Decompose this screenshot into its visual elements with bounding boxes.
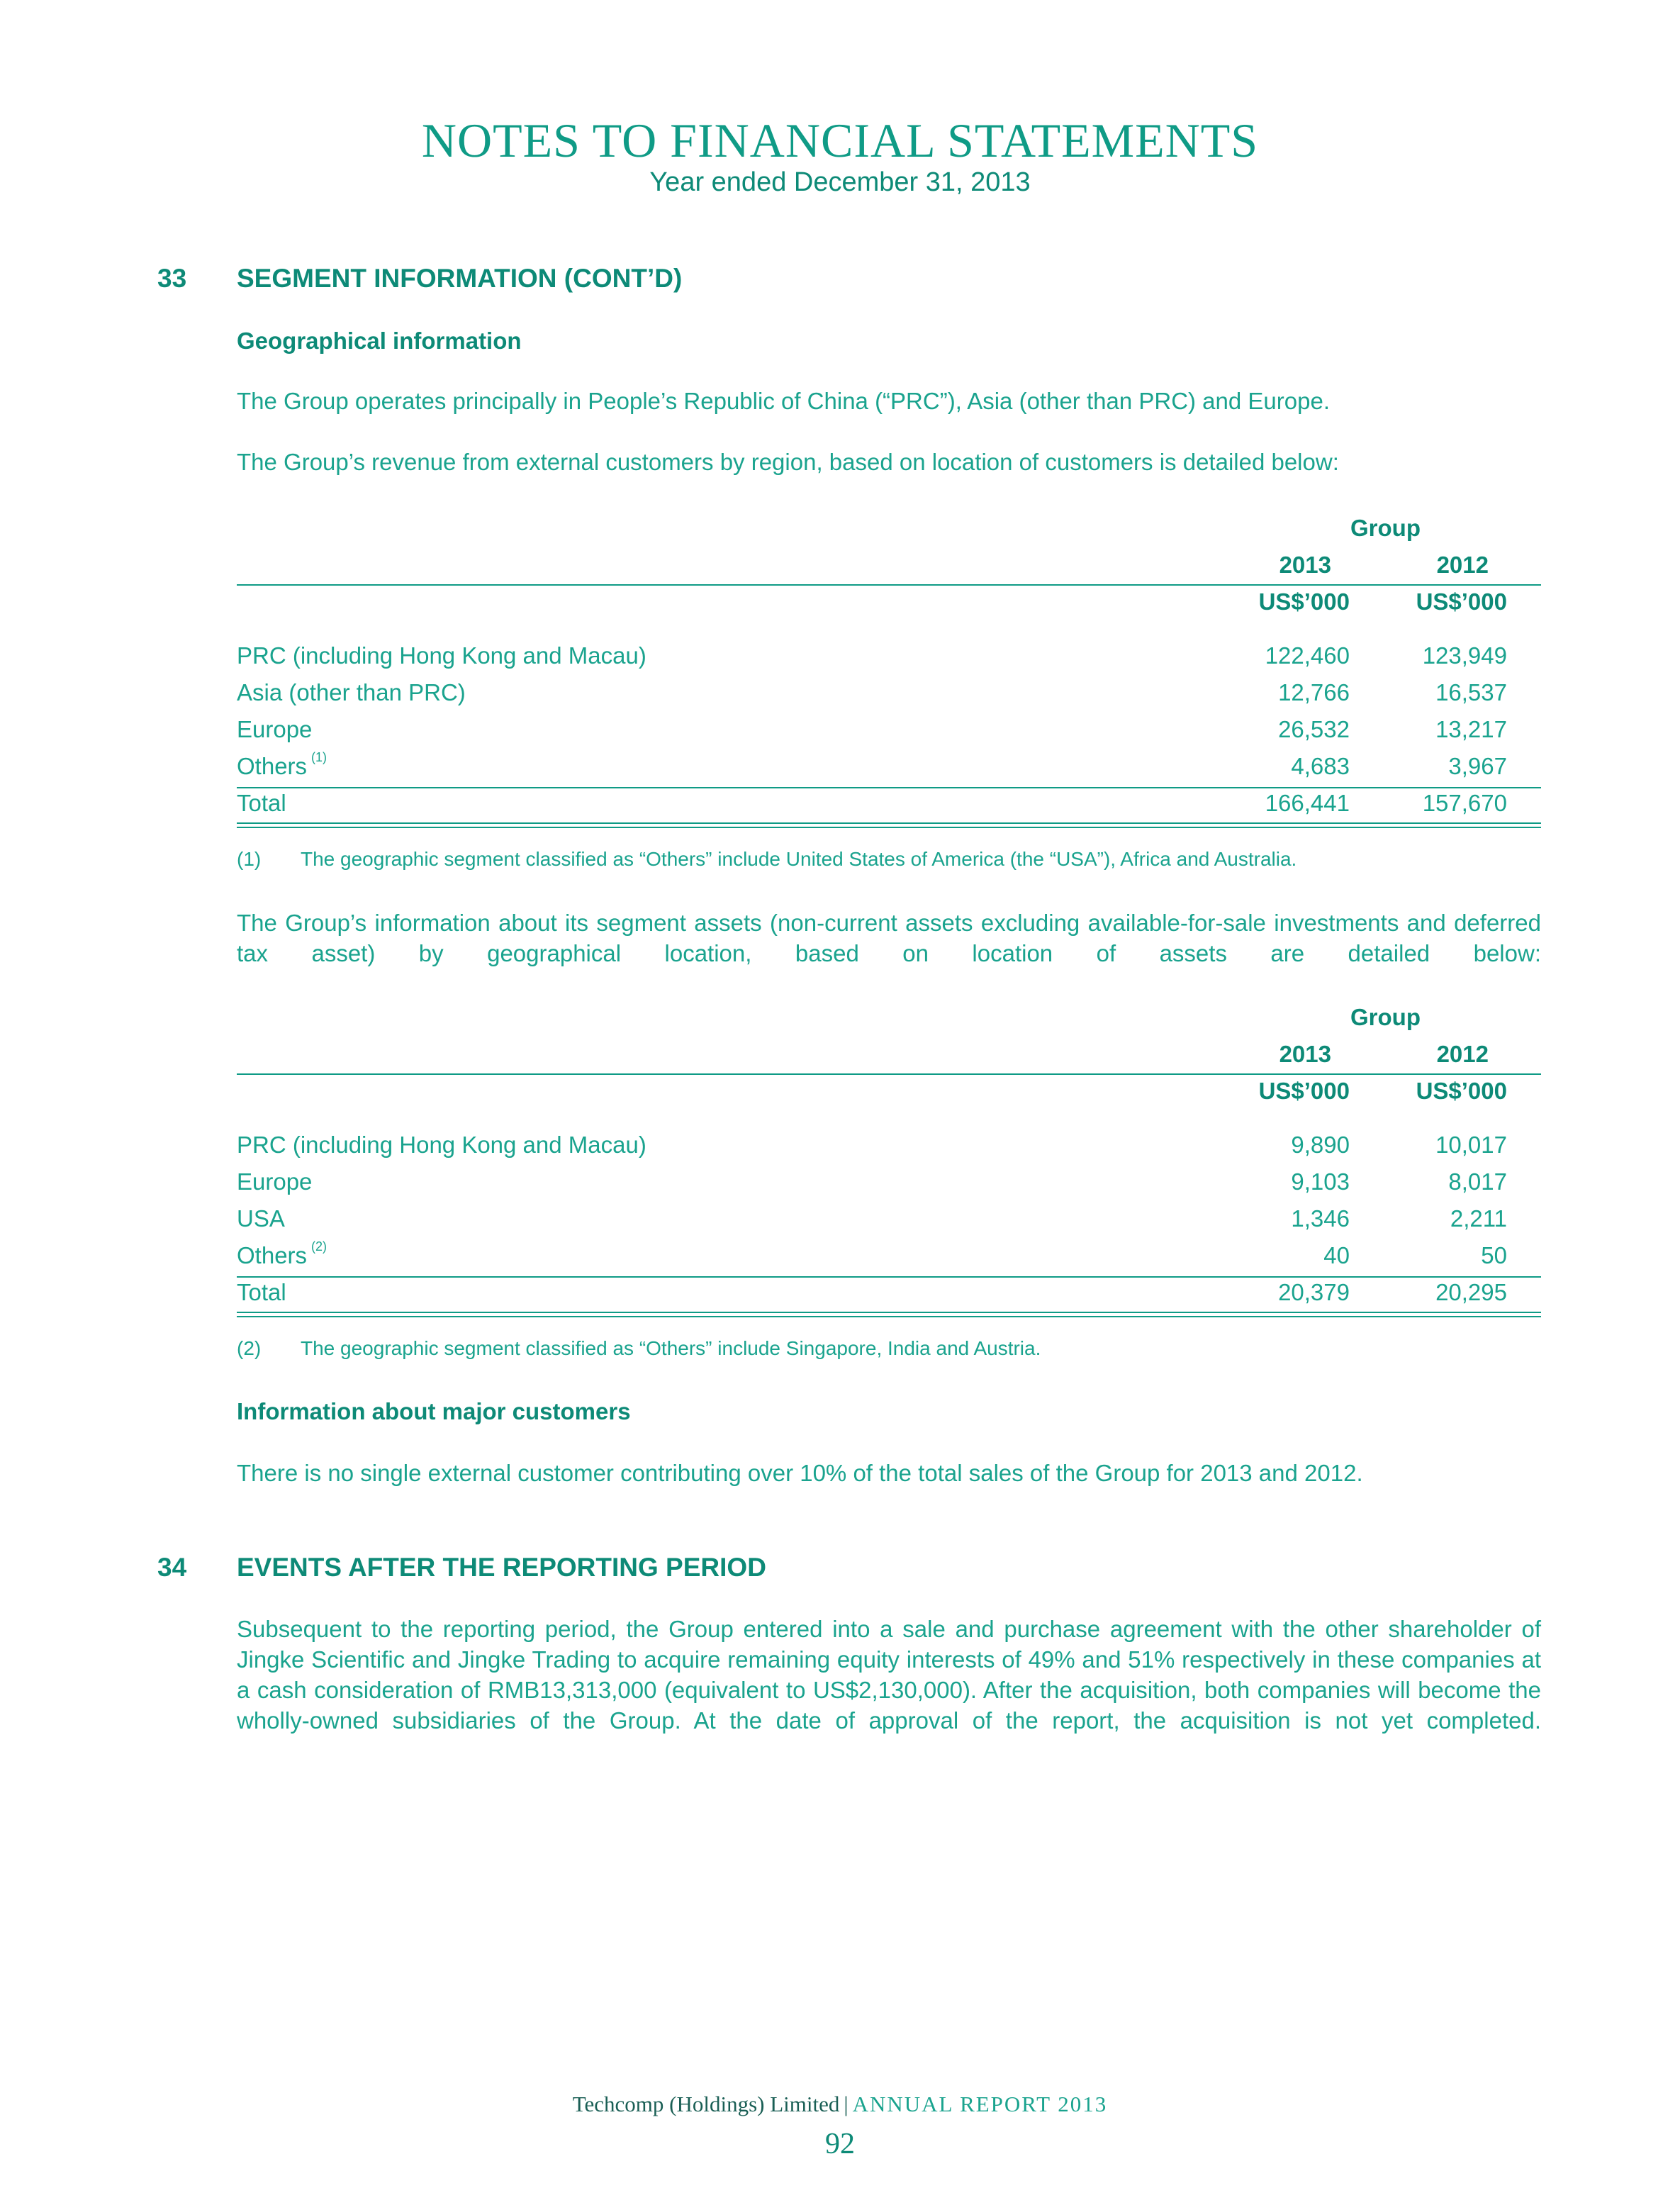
revenue-table: [237, 510, 1541, 822]
assets-table: [237, 1000, 1541, 1312]
revenue-table-year-row: [237, 547, 1541, 584]
footer-report-title: ANNUAL REPORT 2013: [852, 2092, 1108, 2116]
row-value-2013: 26,532: [1278, 716, 1350, 742]
row-value-2013: 4,683: [1291, 753, 1350, 779]
page-number: 92: [825, 2128, 855, 2160]
total-value-2012: 20,295: [1435, 1279, 1507, 1305]
table-row: [237, 749, 1541, 786]
row-value-2013: 9,103: [1291, 1168, 1350, 1195]
row-value-2012: 3,967: [1448, 753, 1507, 779]
row-label: [237, 750, 327, 780]
table-row: [237, 1164, 1541, 1201]
total-value-2012: 157,670: [1422, 790, 1507, 816]
total-label: Total: [237, 790, 286, 816]
assets-table-unit-row: [237, 1073, 1541, 1110]
table-rule: [237, 787, 1541, 788]
revenue-table-unit-row: [237, 584, 1541, 621]
table-total-row: [237, 1275, 1541, 1312]
total-value-2013: 166,441: [1265, 790, 1350, 816]
table-row: [237, 1127, 1541, 1164]
row-label: PRC (including Hong Kong and Macau): [237, 1132, 646, 1158]
row-value-2013: 12,766: [1278, 679, 1350, 705]
total-label: Total: [237, 1279, 286, 1305]
revenue-table-unit-2013: US$’000: [1258, 588, 1350, 615]
revenue-table-unit-2012: US$’000: [1416, 588, 1507, 615]
row-value-2012: 123,949: [1422, 642, 1507, 669]
row-label: PRC (including Hong Kong and Macau): [237, 642, 646, 669]
assets-table-unit-2013: US$’000: [1258, 1078, 1350, 1104]
revenue-table-group-label: Group: [1350, 515, 1421, 541]
assets-table-year-row: [237, 1037, 1541, 1073]
table-double-rule: [237, 822, 1541, 828]
page-title: NOTES TO FINANCIAL STATEMENTS: [421, 113, 1259, 167]
footnote-2-text: The geographic segment classified as “Others” include Singapore, India and Austria.: [301, 1337, 1041, 1359]
table-row: [237, 638, 1541, 675]
assets-table-unit-2012: US$’000: [1416, 1078, 1507, 1104]
assets-paragraph: The Group’s information about its segment assets (non-current assets excluding available-for-sale investments and deferred tax asset) by geographical location, based on location of assets are detailed below:: [237, 910, 1541, 966]
row-value-2012: 8,017: [1448, 1168, 1507, 1195]
footnote-marker: (1): [311, 750, 327, 764]
row-label-text: Others: [237, 1242, 308, 1268]
footnote-1-mark: (1): [237, 848, 262, 870]
table-total-row: [237, 786, 1541, 822]
section-33-number: 33: [157, 264, 187, 293]
revenue-table-year-2013: 2013: [1279, 552, 1331, 578]
section-34-title: EVENTS AFTER THE REPORTING PERIOD: [237, 1553, 766, 1582]
events-paragraph: Subsequent to the reporting period, the Group entered into a sale and purchase agreement with the other shareholder of Jingke Scientific and Jingke Trading to acquire remaining equity interests of 49% and 51% respectively in these companies at a cash consideration of RMB13,313,000 (equivalent to US$2,130,000). After the acquisition, both companies will become the wholly-owned subsidiaries of the Group. At the date of approval of the report, the acquisition is not yet completed.: [237, 1616, 1541, 1734]
table-row: [237, 1201, 1541, 1238]
table-row: [237, 1238, 1541, 1275]
row-label: Europe: [237, 1168, 313, 1195]
total-value-2013: 20,379: [1278, 1279, 1350, 1305]
row-label: Europe: [237, 716, 313, 742]
row-value-2012: 50: [1481, 1242, 1507, 1268]
footer-company: Techcomp (Holdings) Limited: [572, 2092, 840, 2116]
section-33-title: SEGMENT INFORMATION (CONT’D): [237, 264, 683, 293]
page-subtitle: Year ended December 31, 2013: [649, 167, 1031, 197]
table-row: [237, 712, 1541, 749]
geo-paragraph-1: The Group operates principally in People’s Republic of China (“PRC”), Asia (other than PRC) and Europe.: [237, 388, 1330, 414]
assets-table-year-2012: 2012: [1436, 1041, 1489, 1067]
footer: [0, 2092, 1680, 2117]
table-rule: [237, 1073, 1541, 1075]
footer-separator: |: [844, 2092, 849, 2116]
row-label: Asia (other than PRC): [237, 679, 466, 705]
row-value-2012: 2,211: [1450, 1205, 1507, 1232]
row-value-2013: 122,460: [1265, 642, 1350, 669]
row-label: USA: [237, 1205, 285, 1232]
row-label: [237, 1239, 327, 1269]
row-value-2013: 9,890: [1291, 1132, 1350, 1158]
row-value-2012: 16,537: [1435, 679, 1507, 705]
geographical-information-heading: Geographical information: [237, 328, 522, 354]
table-rule: [237, 584, 1541, 586]
major-customers-heading: Information about major customers: [237, 1398, 631, 1424]
revenue-table-group-row: [237, 510, 1541, 547]
geo-paragraph-2: The Group’s revenue from external customers by region, based on location of customers is detailed below:: [237, 449, 1339, 475]
assets-table-group-row: [237, 1000, 1541, 1037]
footnote-1-text: The geographic segment classified as “Others” include United States of America (the “USA”), Africa and Australia.: [301, 848, 1297, 870]
assets-table-group-label: Group: [1350, 1004, 1421, 1030]
table-row: [237, 675, 1541, 712]
table-rule: [237, 1276, 1541, 1278]
section-34-number: 34: [157, 1553, 187, 1582]
assets-table-year-2013: 2013: [1279, 1041, 1331, 1067]
major-customers-paragraph: There is no single external customer contributing over 10% of the total sales of the Group for 2013 and 2012.: [237, 1460, 1363, 1486]
footnote-2-mark: (2): [237, 1337, 262, 1359]
footnote-marker: (2): [311, 1239, 327, 1254]
revenue-table-year-2012: 2012: [1436, 552, 1489, 578]
row-value-2012: 13,217: [1435, 716, 1507, 742]
row-value-2013: 40: [1323, 1242, 1350, 1268]
row-value-2012: 10,017: [1435, 1132, 1507, 1158]
row-label-text: Others: [237, 753, 308, 779]
table-double-rule: [237, 1312, 1541, 1317]
row-value-2013: 1,346: [1291, 1205, 1350, 1232]
